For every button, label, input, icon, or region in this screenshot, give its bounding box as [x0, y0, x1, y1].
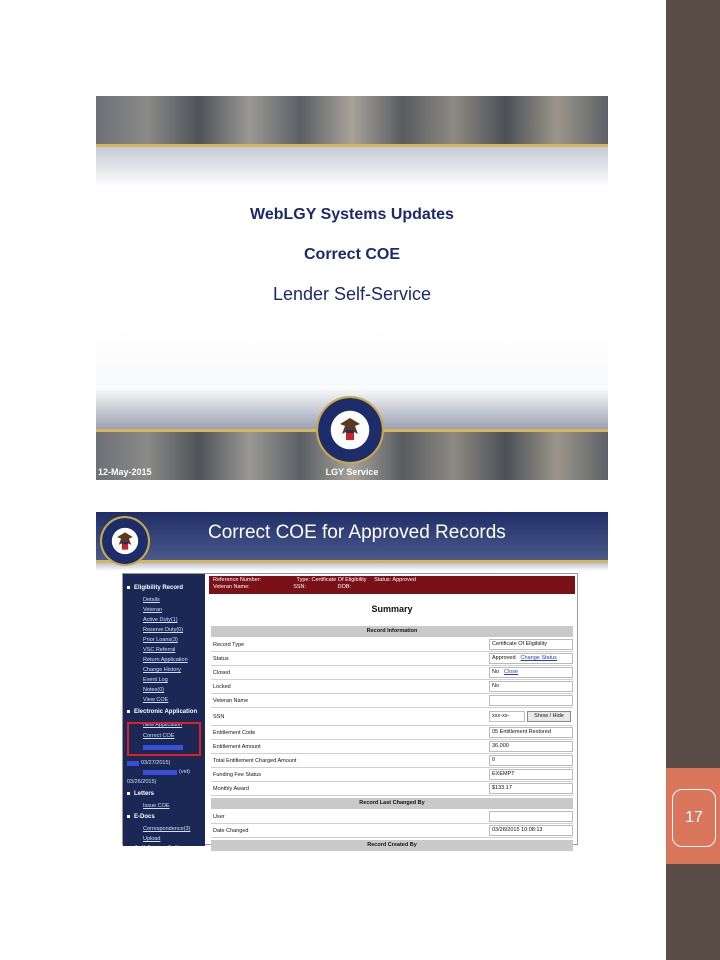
- nav-item-notes[interactable]: Notes(0): [143, 687, 165, 693]
- row-total-charged: Total Entitlement Charged Amount 0: [211, 754, 573, 768]
- nav-item-event-log[interactable]: Event Log: [143, 677, 168, 683]
- memorial-photo-banner-top: [96, 96, 608, 144]
- status-value: Approved Change Status: [489, 653, 573, 664]
- row-entitlement-amount: Entitlement Amount 36,000: [211, 740, 573, 754]
- change-status-link[interactable]: Change Status: [520, 655, 557, 661]
- record-content: [209, 574, 577, 846]
- summary-heading: Summary: [371, 604, 413, 614]
- nav-item-veteran[interactable]: Veteran: [143, 607, 162, 613]
- slide-subtitle: Correct COE: [303, 246, 401, 263]
- nav-edocs[interactable]: E-Docs: [127, 814, 155, 820]
- nav-item-active-duty[interactable]: Active Duty(1): [143, 617, 178, 623]
- nav-item-correct-coe[interactable]: Correct COE: [143, 733, 175, 739]
- nav-item-vsc-referral[interactable]: VSC Referral: [143, 647, 176, 653]
- dob-label: DOB:: [337, 584, 352, 590]
- record-type-label: Type: Certificate Of Eligibility: [296, 577, 367, 583]
- correct-coe-highlight-box: [127, 722, 201, 756]
- row-ssn: SSN xxx-xx- Show / Hide: [211, 708, 573, 726]
- slide2-header-fade: [96, 563, 608, 571]
- record-type-value: Certificate Of Eligibility: [489, 639, 573, 650]
- va-seal-icon: [100, 516, 150, 566]
- closed-value: No Close: [489, 667, 573, 678]
- record-last-changed-header: Record Last Changed By: [211, 798, 573, 809]
- close-link[interactable]: Close: [504, 669, 519, 675]
- title-slide-thumbnail: [96, 96, 608, 480]
- nav-item-issue-coe[interactable]: Issue COE: [143, 803, 170, 809]
- slide2-title: Correct COE for Approved Records: [208, 522, 506, 543]
- nav-item-reserve-duty[interactable]: Reserve Duty(0): [143, 627, 184, 633]
- row-date-changed: Date Changed 03/28/2015 10:08:13: [211, 824, 573, 838]
- ssn-label: SSN:: [293, 584, 307, 590]
- veteran-name-value: [489, 695, 573, 706]
- row-record-type: Record Type Certificate Of Eligibility: [211, 638, 573, 652]
- ssn-value: xxx-xx-: [489, 711, 525, 722]
- page-number: 17: [672, 789, 716, 847]
- row-locked: Locked No: [211, 680, 573, 694]
- slide-title: WebLGY Systems Updates: [250, 206, 454, 223]
- record-information-header: Record Information: [211, 626, 573, 637]
- reference-bar: [209, 576, 575, 594]
- nav-item-change-history[interactable]: Change History: [143, 667, 181, 673]
- show-hide-button[interactable]: Show / Hide: [527, 711, 571, 722]
- nav-item-prior-loans[interactable]: Prior Loans(3): [143, 637, 178, 643]
- nav-date-1-suffix: (vet): [179, 769, 190, 775]
- va-seal-icon: [316, 396, 384, 464]
- nav-letters[interactable]: Letters: [127, 791, 154, 797]
- redacted-link-2: [143, 770, 177, 775]
- row-user: User: [211, 810, 573, 824]
- entitlement-code-value: 05 Entitlement Restored: [489, 727, 573, 738]
- correct-coe-slide-thumbnail: [96, 512, 608, 896]
- entitlement-amount-value: 36,000: [489, 741, 573, 752]
- nav-call-center[interactable]: Call Center Calls: [127, 846, 182, 852]
- nav-item-view-coe[interactable]: View COE: [143, 697, 169, 703]
- monthly-award-value: $133.17: [489, 783, 573, 794]
- locked-value: No: [489, 681, 573, 692]
- record-created-header: Record Created By: [211, 840, 573, 851]
- slide-subtitle-2: Lender Self-Service: [272, 284, 432, 304]
- left-nav: [123, 574, 205, 852]
- funding-fee-value: EXEMPT: [489, 769, 573, 780]
- nav-item-upload[interactable]: Upload: [143, 836, 161, 842]
- nav-electronic-application[interactable]: Electronic Application: [127, 709, 197, 715]
- nav-date-2: 03/26/2015): [127, 779, 157, 785]
- row-status: Status Approved Change Status: [211, 652, 573, 666]
- nav-date-1: 03/27/2015): [141, 760, 171, 766]
- nav-item-new-application[interactable]: New Application: [143, 722, 183, 728]
- record-status-label: Status: Approved: [374, 577, 416, 583]
- nav-eligibility-record[interactable]: Eligibility Record: [127, 585, 183, 591]
- nav-item-details[interactable]: Details: [143, 597, 160, 603]
- total-charged-value: 0: [489, 755, 573, 766]
- redacted-block: [127, 761, 139, 766]
- date-changed-value: 03/28/2015 10:08:13: [489, 825, 573, 836]
- row-monthly-award: Monthly Award $133.17: [211, 782, 573, 796]
- row-veteran-name: Veteran Name: [211, 694, 573, 708]
- weblgy-screenshot: [122, 573, 578, 852]
- row-entitlement-code: Entitlement Code 05 Entitlement Restored: [211, 726, 573, 740]
- header-fade: [96, 147, 608, 187]
- slide-date: 12-May-2015: [98, 467, 152, 477]
- slide-footer: LGY Service: [325, 467, 379, 477]
- nav-item-correspondence[interactable]: Correspondence(3): [143, 826, 191, 832]
- veteran-name-label: Veteran Name:: [213, 584, 250, 590]
- reference-number-label: Reference Number:: [213, 577, 261, 583]
- nav-item-return-application[interactable]: Return Application: [143, 657, 188, 663]
- user-value: [489, 811, 573, 822]
- row-funding-fee: Funding Fee Status EXEMPT: [211, 768, 573, 782]
- row-closed: Closed No Close: [211, 666, 573, 680]
